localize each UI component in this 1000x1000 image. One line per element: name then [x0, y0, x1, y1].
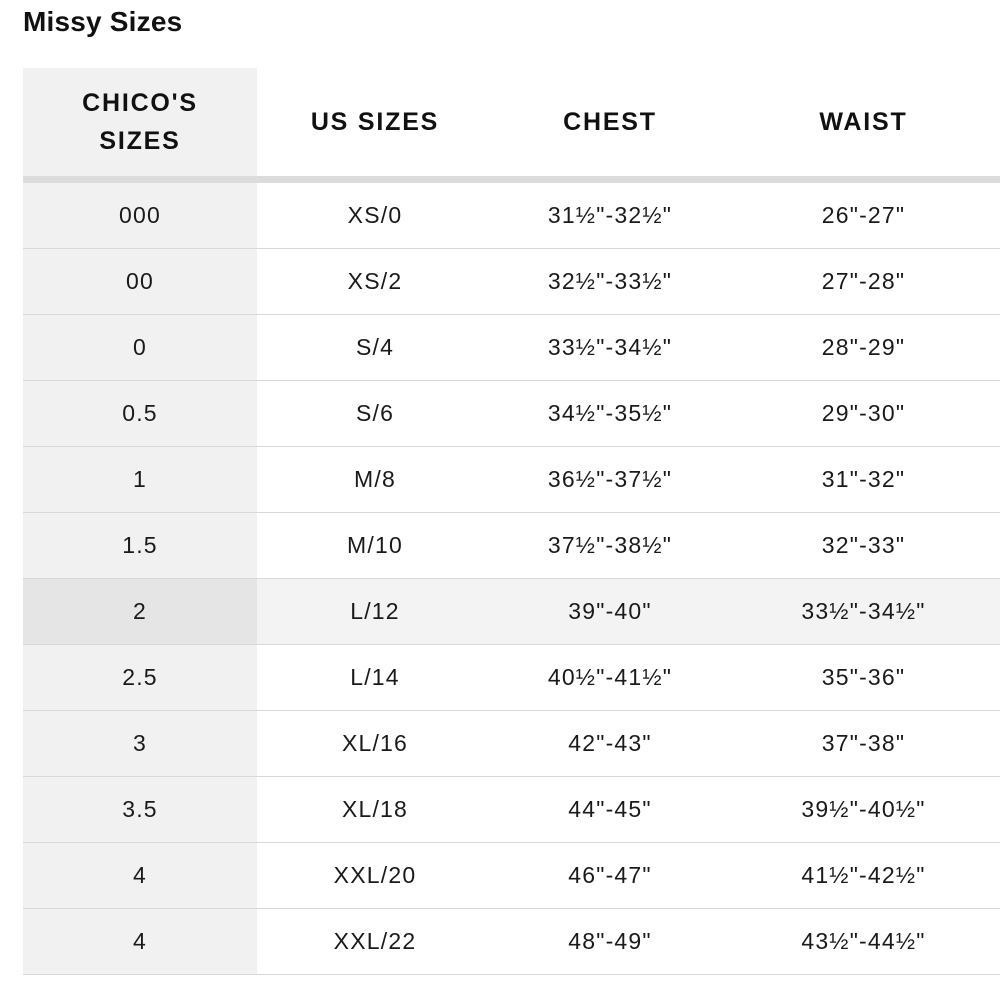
chest-cell: 44"-45"	[493, 777, 727, 843]
chicos-size-cell: 4	[23, 909, 257, 975]
chicos-size-cell: 1	[23, 447, 257, 513]
us-size-cell: M/8	[257, 447, 493, 513]
table-row	[23, 315, 1000, 381]
us-size-cell: XS/0	[257, 180, 493, 249]
table-row	[23, 447, 1000, 513]
chest-cell: 39"-40"	[493, 579, 727, 645]
header-waist[interactable]	[727, 68, 1000, 180]
waist-cell: 41½"-42½"	[727, 843, 1000, 909]
chest-cell: 31½"-32½"	[493, 180, 727, 249]
chicos-size-cell: 1.5	[23, 513, 257, 579]
chicos-size-cell: 00	[23, 249, 257, 315]
waist-cell: 35"-36"	[727, 645, 1000, 711]
waist-cell: 37"-38"	[727, 711, 1000, 777]
table-header	[23, 68, 1000, 180]
us-size-cell: XL/16	[257, 711, 493, 777]
chicos-size-cell: 2	[23, 579, 257, 645]
us-size-cell: L/12	[257, 579, 493, 645]
us-size-cell: XL/18	[257, 777, 493, 843]
chicos-size-cell: 0.5	[23, 381, 257, 447]
chest-cell: 42"-43"	[493, 711, 727, 777]
waist-cell: 31"-32"	[727, 447, 1000, 513]
chicos-size-cell: 000	[23, 180, 257, 249]
chicos-size-cell: 2.5	[23, 645, 257, 711]
chest-cell: 34½"-35½"	[493, 381, 727, 447]
table-row	[23, 513, 1000, 579]
chest-cell: 33½"-34½"	[493, 315, 727, 381]
waist-cell: 26"-27"	[727, 180, 1000, 249]
chest-cell: 37½"-38½"	[493, 513, 727, 579]
waist-cell: 33½"-34½"	[727, 579, 1000, 645]
size-chart-table	[23, 68, 1000, 975]
chest-cell: 40½"-41½"	[493, 645, 727, 711]
chicos-size-cell: 3	[23, 711, 257, 777]
table-row	[23, 645, 1000, 711]
table-row	[23, 711, 1000, 777]
chicos-size-cell: 4	[23, 843, 257, 909]
chest-cell: 36½"-37½"	[493, 447, 727, 513]
us-size-cell: M/10	[257, 513, 493, 579]
us-size-cell: S/6	[257, 381, 493, 447]
us-size-cell: XXL/22	[257, 909, 493, 975]
header-chicos-sizes[interactable]	[23, 68, 257, 180]
table-row	[23, 579, 1000, 645]
waist-cell: 43½"-44½"	[727, 909, 1000, 975]
table-row	[23, 180, 1000, 249]
waist-cell: 39½"-40½"	[727, 777, 1000, 843]
table-row	[23, 249, 1000, 315]
waist-cell: 29"-30"	[727, 381, 1000, 447]
us-size-cell: XXL/20	[257, 843, 493, 909]
page-title: Missy Sizes	[23, 6, 183, 37]
table-row	[23, 909, 1000, 975]
header-waist-label: WAIST	[819, 108, 908, 136]
header-chicos-sizes-label: CHICO'S SIZES	[82, 89, 198, 155]
header-chest[interactable]	[493, 68, 727, 180]
waist-cell: 28"-29"	[727, 315, 1000, 381]
us-size-cell: L/14	[257, 645, 493, 711]
header-us-sizes[interactable]	[257, 68, 493, 180]
table-row	[23, 777, 1000, 843]
chicos-size-cell: 0	[23, 315, 257, 381]
chest-cell: 48"-49"	[493, 909, 727, 975]
header-row	[23, 68, 1000, 180]
chest-cell: 46"-47"	[493, 843, 727, 909]
table-row	[23, 381, 1000, 447]
waist-cell: 32"-33"	[727, 513, 1000, 579]
header-chest-label: CHEST	[563, 108, 657, 136]
us-size-cell: S/4	[257, 315, 493, 381]
chicos-size-cell: 3.5	[23, 777, 257, 843]
waist-cell: 27"-28"	[727, 249, 1000, 315]
us-size-cell: XS/2	[257, 249, 493, 315]
header-us-sizes-label: US SIZES	[310, 108, 440, 136]
chest-cell: 32½"-33½"	[493, 249, 727, 315]
table-row	[23, 843, 1000, 909]
table-body	[23, 180, 1000, 975]
